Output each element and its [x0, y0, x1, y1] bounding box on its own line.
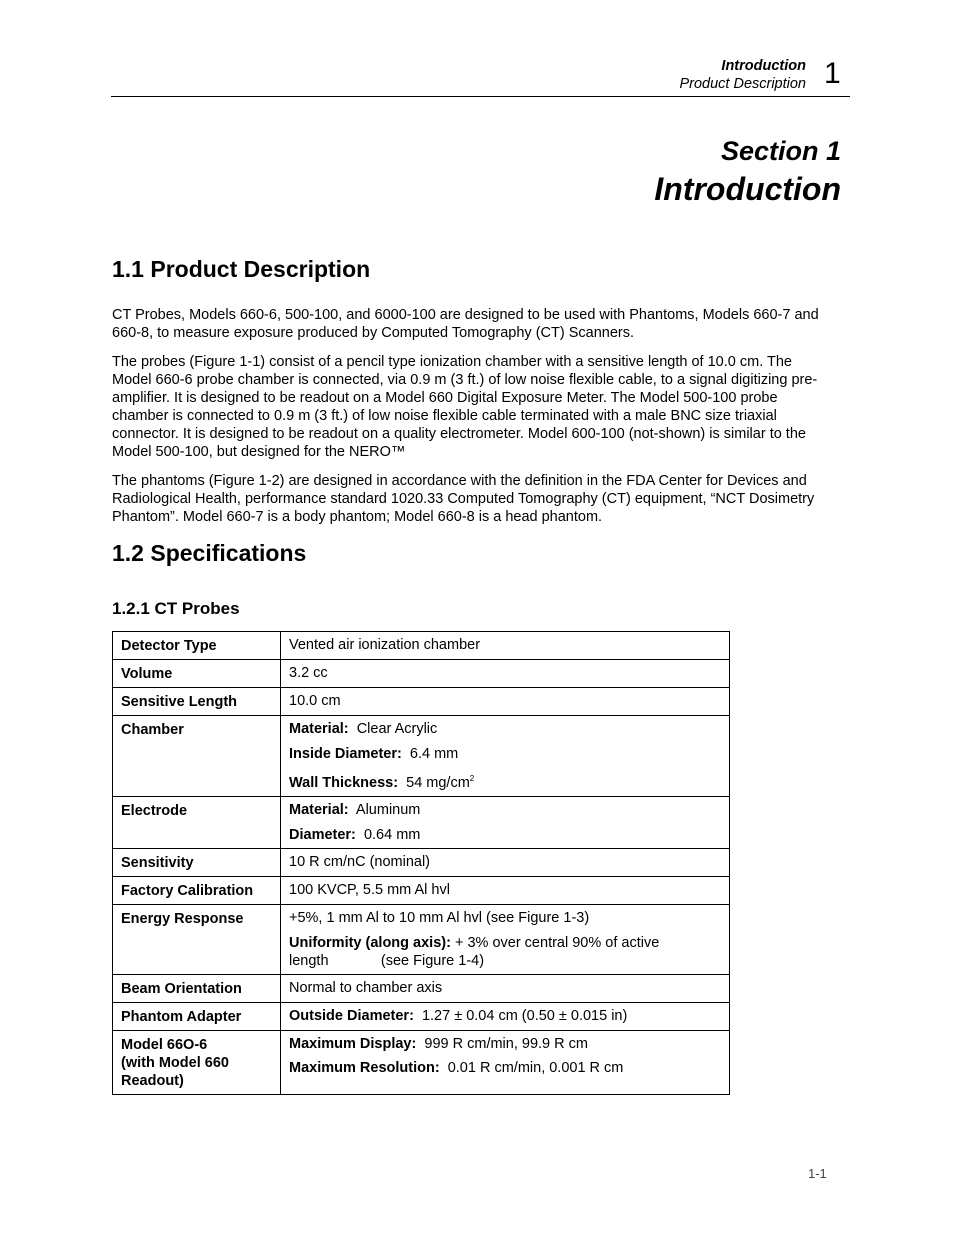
spec-value: 100 KVCP, 5.5 mm Al hvl — [281, 876, 730, 904]
page-number: 1-1 — [808, 1166, 827, 1181]
spec-key: Electrode — [113, 796, 281, 848]
spec-sublabel: Maximum Display: — [289, 1035, 417, 1052]
table-row — [113, 632, 730, 660]
table-row — [113, 904, 730, 974]
spec-key: Energy Response — [113, 904, 281, 974]
header-section: Product Description — [679, 76, 806, 92]
superscript: 2 — [469, 774, 475, 783]
section-heading — [654, 133, 841, 209]
spec-key-line: Readout) — [121, 1072, 184, 1089]
spec-value: Vented air ionization chamber — [281, 632, 730, 660]
spec-value — [281, 904, 730, 974]
table-row — [113, 660, 730, 688]
heading-product-description: 1.1 Product Description — [112, 256, 371, 282]
section-label: Section 1 — [720, 136, 841, 166]
spec-value — [281, 1030, 730, 1094]
spec-subvalue: Clear Acrylic — [356, 721, 438, 737]
spec-sublabel: Material: — [289, 721, 349, 737]
heading-ct-probes: 1.2.1 CT Probes — [112, 599, 240, 618]
spec-sublabel: Wall Thickness: — [289, 774, 399, 791]
table-row — [113, 848, 730, 876]
spec-key-line: Model 66O-6 — [121, 1036, 208, 1053]
spec-key: Volume — [113, 660, 281, 688]
spec-key: Sensitivity — [113, 848, 281, 876]
running-header — [679, 57, 806, 93]
table-row — [113, 876, 730, 904]
figure-reference: (see Figure 1-4) — [380, 952, 485, 969]
spec-key: Factory Calibration — [113, 876, 281, 904]
spec-subvalue: 0.01 R cm/min, 0.001 R cm — [447, 1059, 624, 1076]
spec-sublabel: Maximum Resolution: — [289, 1059, 440, 1076]
spec-value: Normal to chamber axis — [281, 974, 730, 1002]
spec-key — [113, 1030, 281, 1094]
spec-key-line: (with Model 660 — [121, 1054, 229, 1071]
spec-subvalue: +5%, 1 mm Al to 10 mm Al hvl (see Figure 1-3) — [289, 909, 590, 926]
spec-subvalue: 54 mg/cm — [406, 774, 470, 791]
spec-value — [281, 716, 730, 797]
spec-subvalue: 1.27 ± 0.04 cm (0.50 ± 0.015 in) — [421, 1007, 628, 1024]
table-row — [113, 716, 730, 797]
spec-key: Sensitive Length — [113, 688, 281, 716]
table-row — [113, 1002, 730, 1030]
spec-key: Beam Orientation — [113, 974, 281, 1002]
table-row — [113, 796, 730, 848]
spec-subvalue: Aluminum — [355, 801, 421, 818]
spec-sublabel: Diameter: — [289, 826, 356, 843]
paragraph-3: The phantoms (Figure 1-2) are designed in accordance with the definition in the FDA Center for Devices and Radiological Health, performance standard 1020.33 Computed Tomography (CT) equipment, “NCT Dosimetry Phantom”. Model 660-7 is a body phantom; Model 660-8 is a head phantom. — [112, 473, 815, 525]
header-chapter: Introduction — [721, 58, 806, 74]
paragraph-2: The probes (Figure 1-1) consist of a pencil type ionization chamber with a sensitive length of 10.0 cm. The Model 660-6 probe chamber is connected, via 0.9 m (3 ft.) of low noise flexible cable, to a signal digitizing pre-amplifier. It is designed to be readout on a Model 660 Digital Exposure Meter. The Model 500-100 probe chamber is connected to 0.9 m (3 ft.) of low noise flexible cable terminated with a male BNC size triaxial connector. It is designed to be readout on a quality electrometer. Model 600-100 (not-shown) is similar to the Model 500-100, but designed for the NERO™ — [112, 354, 818, 460]
spec-key: Detector Type — [113, 632, 281, 660]
table-row — [113, 688, 730, 716]
spec-value: 3.2 cc — [281, 660, 730, 688]
heading-specifications: 1.2 Specifications — [112, 540, 307, 566]
spec-subvalue: 6.4 mm — [409, 746, 459, 762]
section-title: Introduction — [654, 171, 841, 207]
spec-key: Phantom Adapter — [113, 1002, 281, 1030]
spec-key: Chamber — [113, 716, 281, 797]
spec-value — [281, 1002, 730, 1030]
spec-table — [112, 631, 730, 1095]
spec-subvalue: + 3% over central 90% of active length — [289, 934, 660, 969]
header-rule — [111, 96, 850, 97]
spec-value: 10.0 cm — [281, 688, 730, 716]
spec-sublabel: Inside Diameter: — [289, 746, 402, 762]
spec-subvalue: 0.64 mm — [363, 826, 421, 843]
table-row — [113, 1030, 730, 1094]
paragraph-1: CT Probes, Models 660-6, 500-100, and 6000-100 are designed to be used with Phantoms, Models 660-7 and 660-8, to measure exposure produced by Computed Tomography (CT) Scanners. — [112, 307, 819, 341]
spec-value: 10 R cm/nC (nominal) — [281, 848, 730, 876]
spec-subvalue: 999 R cm/min, 99.9 R cm — [424, 1035, 588, 1052]
spec-sublabel: Outside Diameter: — [289, 1007, 414, 1024]
spec-sublabel: Material: — [289, 801, 349, 818]
spec-sublabel: Uniformity (along axis): — [289, 934, 451, 951]
table-row — [113, 974, 730, 1002]
spec-value — [281, 796, 730, 848]
chapter-number: 1 — [824, 57, 841, 90]
